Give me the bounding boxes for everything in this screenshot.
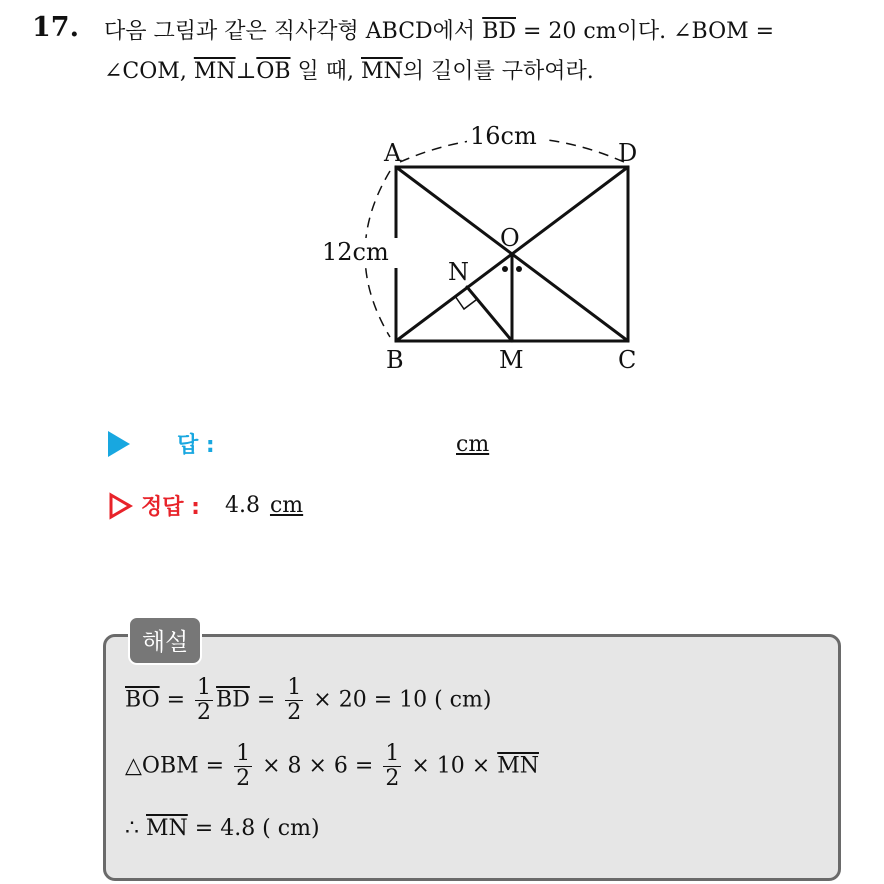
- solution-line-3: ∴ $\overline{MN} = 4.8$ ( cm): [125, 816, 320, 841]
- segment-mn: [467, 287, 512, 341]
- fraction-half: $\frac{1}{2}$: [287, 675, 302, 726]
- label-m: M: [499, 346, 524, 374]
- question-line-1: 다음 그림과 같은 직사각형 ABCD에서 $\overline{BD} = 20$ cm이다. ∠BOM =: [104, 19, 775, 44]
- label-a: A: [384, 139, 402, 167]
- correct-answer-row: [108, 490, 303, 521]
- rectangle-figure: [300, 115, 660, 385]
- label-b: B: [386, 346, 404, 374]
- fraction-half: $\frac{1}{2}$: [385, 741, 400, 792]
- fraction-half: $\frac{1}{2}$: [236, 741, 251, 792]
- solution-tab: 해설: [128, 616, 202, 665]
- question-number: 17.: [32, 12, 79, 43]
- label-c: C: [618, 346, 637, 374]
- correct-answer-value: 4.8 cm: [224, 493, 304, 518]
- answer-unit: cm: [456, 432, 490, 457]
- label-o: O: [500, 224, 520, 252]
- correct-answer-label: 정답 :: [141, 495, 200, 520]
- correct-triangle-icon: [108, 492, 134, 520]
- answer-label: 답 :: [177, 433, 215, 458]
- solution-line-2: △OBM = $\frac{1}{2}$ × 8 × 6 = $\frac{1}{2}$ × $10 \times \overline{MN}$: [125, 741, 539, 792]
- fraction-half: $\frac{1}{2}$: [197, 675, 212, 726]
- right-angle-mark: [455, 296, 476, 309]
- label-n: N: [448, 258, 469, 286]
- angle-dot-2: [516, 266, 522, 272]
- angle-dot-1: [502, 266, 508, 272]
- label-side-length: 12cm: [322, 238, 389, 266]
- solution-line-1: $\overline{BO}$ = $\frac{1}{2}$ $\overline{BD}$ = $\frac{1}{2}$ × 20 = 10 ( cm): [125, 675, 492, 726]
- question-line-2: ∠COM, $\overline{MN}\perp\overline{OB}$ 일 때, $\overline{MN}$의 길이를 구하여라.: [104, 59, 594, 84]
- answer-triangle-icon: [108, 431, 130, 457]
- answer-row: [108, 428, 215, 459]
- label-top-length: 16cm: [470, 122, 537, 150]
- label-d: D: [618, 139, 638, 167]
